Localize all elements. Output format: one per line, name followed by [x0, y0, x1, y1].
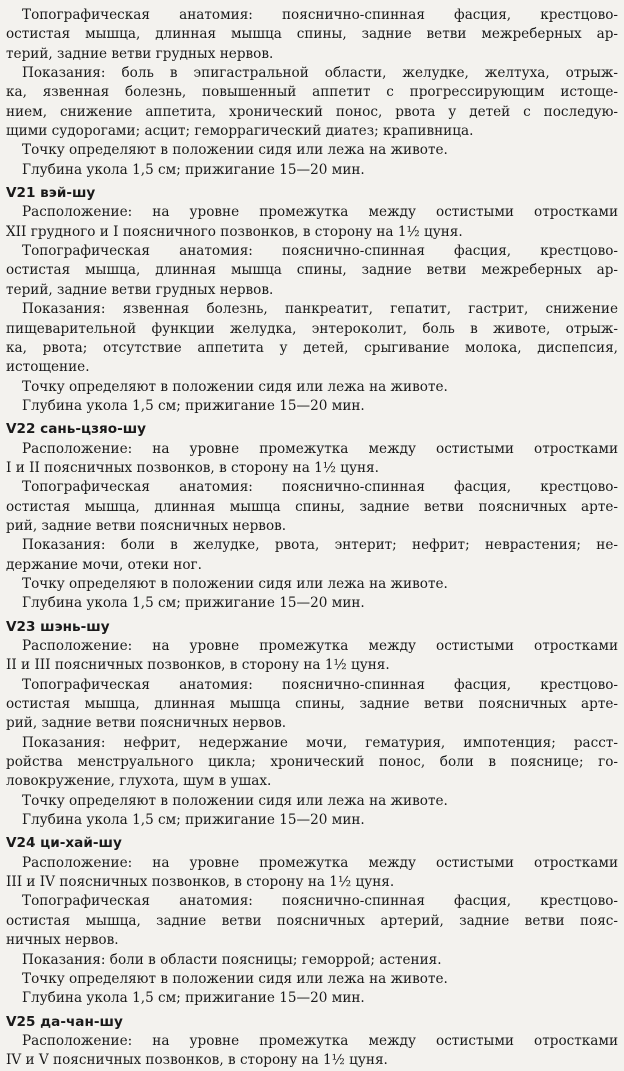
anatomy-line: рий, задние ветви поясничных нервов.: [6, 517, 287, 534]
location-line: XII грудного и I поясничного позвонков, в сторону на 1½ цуня.: [6, 223, 463, 240]
anatomy-line: остистая мышца, задние ветви поясничных артерий, задние ветви пояс-: [6, 912, 618, 929]
point-heading: V25 да-чан-шу: [6, 1013, 123, 1030]
location-line: I и II поясничных позвонков, в сторону на 1½ цуня.: [6, 459, 379, 476]
intro-indications-line: ка, язвенная болезнь, повышенный аппетит с прогрессирующим истоще-: [6, 84, 618, 101]
point-v21: [6, 184, 618, 416]
point-heading: V21 вэй-шу: [6, 185, 96, 202]
anatomy-line: остистая мышца, длинная мышца спины, задние ветви межреберных ар-: [6, 262, 618, 279]
anatomy-line: Топографическая анатомия: пояснично-спинная фасция, крестцово-: [22, 479, 618, 496]
point-heading: V23 шэнь-шу: [6, 618, 110, 635]
location-line: Расположение: на уровне промежутка между остистыми отростками: [22, 1032, 618, 1049]
point-v24: [6, 834, 618, 1008]
location-line: Расположение: на уровне промежутка между остистыми отростками: [22, 204, 618, 221]
depth-line: Глубина укола 1,5 см; прижигание 15—20 мин.: [22, 397, 365, 414]
location-line: IV и V поясничных позвонков, в сторону на 1½ цуня.: [6, 1052, 388, 1069]
intro-indications-line: щими судорогами; асцит; геморрагический диатез; крапивница.: [6, 123, 474, 140]
point-v25: [6, 1013, 618, 1071]
indications-line: пищеварительной функции желудка, энтероколит, боль в животе, отрыж-: [6, 320, 618, 337]
indications-line: Показания: нефрит, недержание мочи, гематурия, импотенция; расст-: [22, 734, 618, 751]
indications-line: Показания: язвенная болезнь, панкреатит, гепатит, гастрит, снижение: [22, 301, 618, 318]
indications-line: ловокружение, глухота, шум в ушах.: [6, 773, 272, 790]
location-line: Расположение: на уровне промежутка между остистыми отростками: [22, 638, 618, 654]
indications-line: ка, рвота; отсутствие аппетита у детей, срыгивание молока, диспепсия,: [6, 339, 618, 356]
anatomy-line: остистая мышца, длинная мышца спины, задние ветви поясничных арте-: [6, 498, 618, 515]
intro-position: Точку определяют в положении сидя или лежа на животе.: [22, 142, 448, 159]
position-line: Точку определяют в положении сидя или лежа на животе.: [22, 792, 448, 809]
point-heading: V22 сань-цзяо-шу: [6, 421, 147, 438]
position-line: Точку определяют в положении сидя или лежа на животе.: [22, 970, 448, 987]
point-v22: [6, 420, 618, 613]
anatomy-line: Топографическая анатомия: пояснично-спинная фасция, крестцово-: [22, 893, 618, 910]
intro-anatomy-line: Топографическая анатомия: пояснично-спинная фасция, крестцово-: [22, 7, 618, 23]
anatomy-line: ничных нервов.: [6, 932, 119, 949]
location-line: Расположение: на уровне промежутка между остистыми отростками: [22, 440, 618, 457]
intro-indications-line: Показания: боль в эпигастральной области, желудке, желтуха, отрыж-: [22, 65, 618, 82]
depth-line: Глубина укола 1,5 см; прижигание 15—20 мин.: [22, 990, 365, 1007]
intro-depth: Глубина укола 1,5 см; прижигание 15—20 мин.: [22, 161, 365, 178]
intro-anatomy-line: остистая мышца, длинная мышца спины, задние ветви межреберных ар-: [6, 26, 618, 43]
location-line: Расположение: на уровне промежутка между остистыми отростками: [22, 854, 618, 871]
indications-line: ройства менструального цикла; хронический понос, боли в пояснице; го-: [6, 754, 618, 771]
indications-line: истощение.: [6, 359, 90, 376]
intro-section: [6, 6, 618, 180]
intro-indications-line: нием, снижение аппетита, хронический понос, рвота у детей с последую-: [6, 103, 618, 120]
depth-line: Глубина укола 1,5 см; прижигание 15—20 мин.: [22, 595, 365, 612]
position-line: Точку определяют в положении сидя или лежа на животе.: [22, 575, 448, 592]
position-line: Точку определяют в положении сидя или лежа на животе.: [22, 378, 448, 395]
anatomy-line: Топографическая анатомия: пояснично-спинная фасция, крестцово-: [22, 243, 618, 260]
location-line: II и III поясничных позвонков, в сторону на 1½ цуня.: [6, 657, 390, 674]
anatomy-line: Топографическая анатомия: пояснично-спинная фасция, крестцово-: [22, 676, 618, 693]
location-line: III и IV поясничных позвонков, в сторону на 1½ цуня.: [6, 874, 395, 891]
anatomy-line: остистая мышца, длинная мышца спины, задние ветви поясничных арте-: [6, 696, 618, 713]
intro-anatomy-line: терий, задние ветви грудных нервов.: [6, 45, 274, 62]
point-heading: V24 ци-хай-шу: [6, 835, 122, 852]
anatomy-line: терий, задние ветви грудных нервов.: [6, 281, 274, 298]
depth-line: Глубина укола 1,5 см; прижигание 15—20 мин.: [22, 812, 365, 829]
indications-line: держание мочи, отеки ног.: [6, 556, 202, 573]
indications-line: Показания: боли в желудке, рвота, энтерит; нефрит; неврастения; не-: [22, 537, 618, 554]
anatomy-line: рий, задние ветви поясничных нервов.: [6, 715, 287, 732]
point-v23: [6, 618, 618, 831]
indications-line: Показания: боли в области поясницы; геморрой; астения.: [22, 951, 442, 968]
